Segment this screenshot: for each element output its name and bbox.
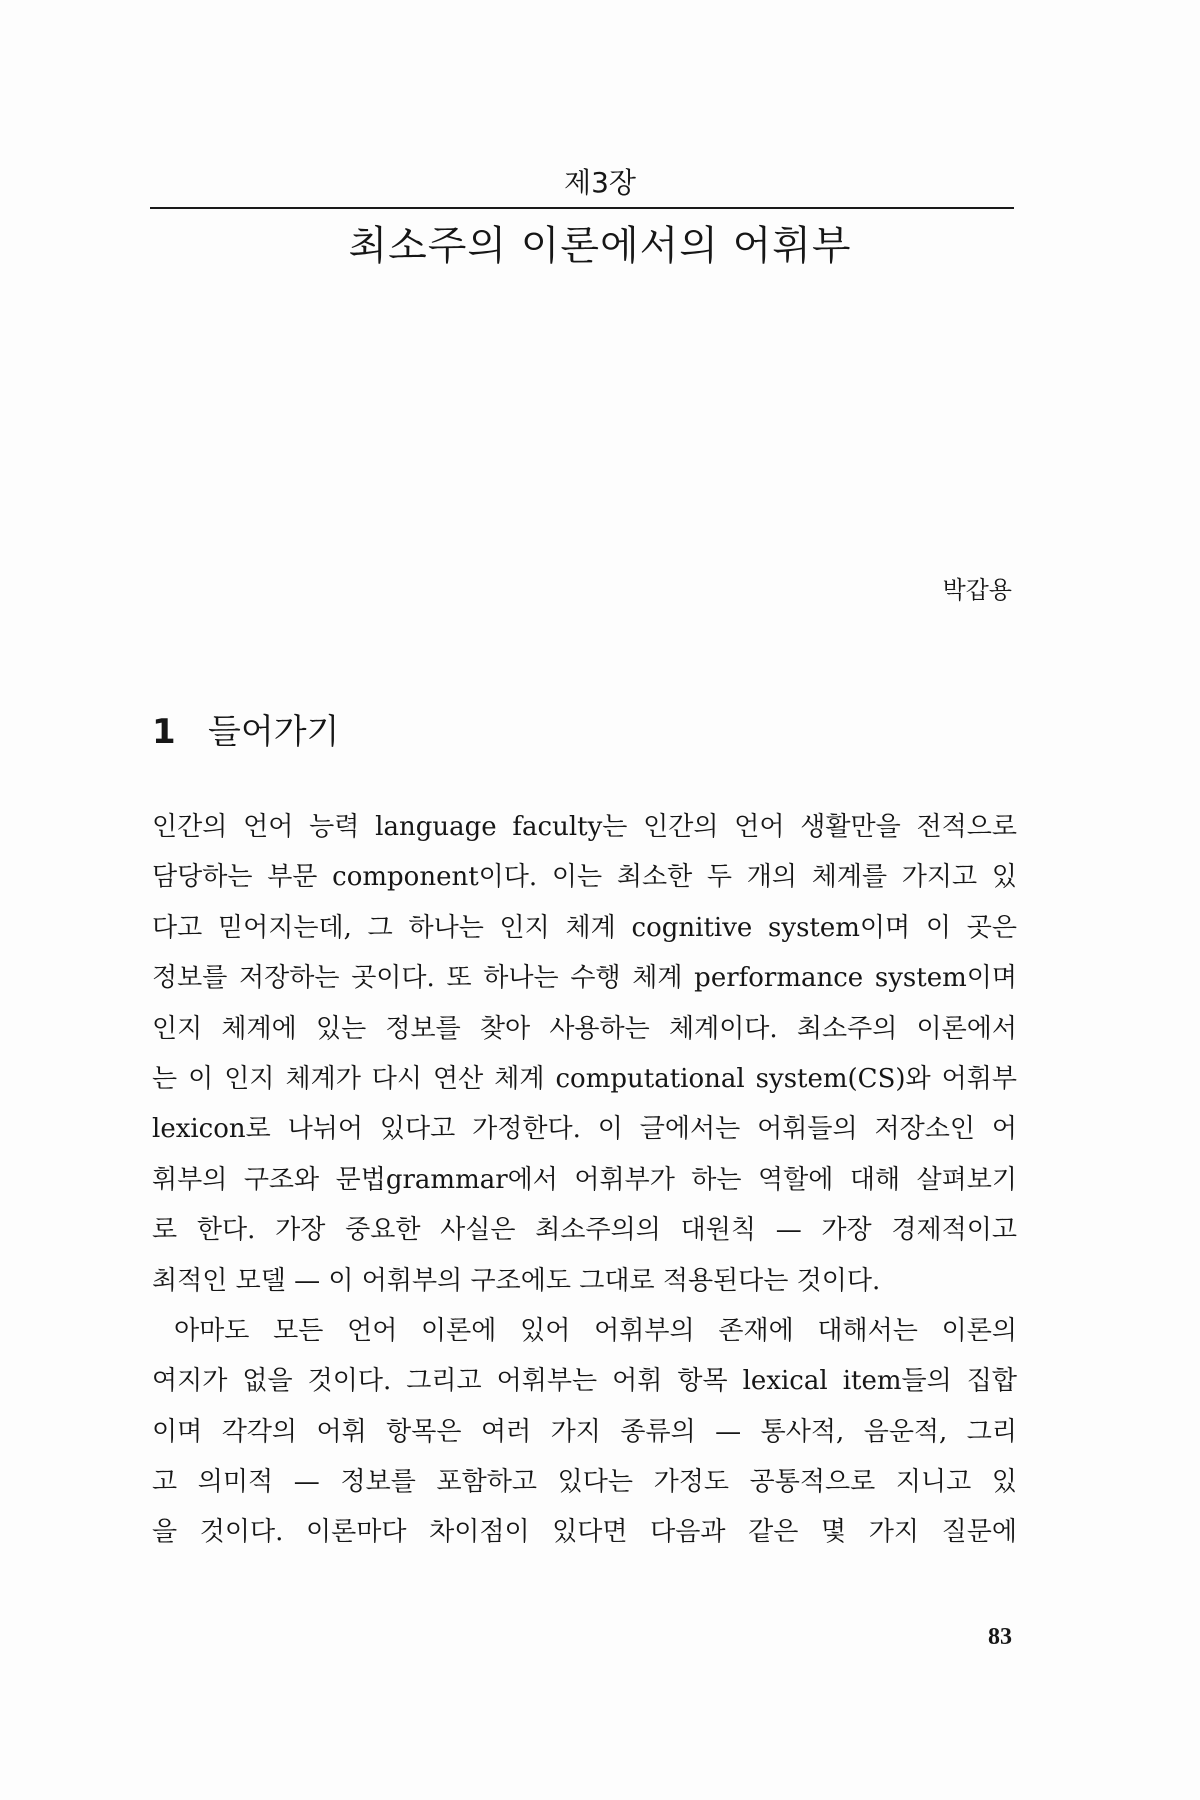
paragraph-1: [152, 802, 1017, 1306]
text-line: 담당하는 부문 component이다. 이는 최소한 두 개의 체계를 가지고 있: [152, 862, 1017, 893]
chapter-divider: [150, 207, 1014, 209]
section-number: 1: [152, 712, 176, 752]
text-line: 아마도 모든 언어 이론에 있어 어휘부의 존재에 대해서는 이론의: [174, 1315, 1017, 1346]
text-line: 로 한다. 가장 중요한 사실은 최소주의의 대원칙 — 가장 경제적이고: [152, 1215, 1017, 1246]
text-line: 인간의 언어 능력 language faculty는 인간의 언어 생활만을 전적으로: [152, 812, 1017, 842]
section-title: 들어가기: [208, 712, 340, 752]
section-heading: [152, 710, 339, 754]
text-line: 고 의미적 — 정보를 포함하고 있다는 가정도 공통적으로 지니고 있: [152, 1467, 1017, 1498]
paragraph-2: [152, 1306, 1017, 1558]
text-line: 인지 체계에 있는 정보를 찾아 사용하는 체계이다. 최소주의 이론에서: [152, 1013, 1017, 1044]
text-line: 는 이 인지 체계가 다시 연산 체계 computational system(CS)와 어휘부: [152, 1063, 1017, 1094]
text-line: 최적인 모델 — 이 어휘부의 구조에도 그대로 적용된다는 것이다.: [152, 1265, 881, 1296]
chapter-label: 제3장: [564, 166, 636, 199]
author-name: 박갑용: [942, 576, 1012, 604]
text-line: 여지가 없을 것이다. 그리고 어휘부는 어휘 항목 lexical item들의 집합: [152, 1366, 1017, 1397]
body-text: [152, 802, 1017, 1558]
text-line: 다고 믿어지는데, 그 하나는 인지 체계 cognitive system이며 이 곳은: [152, 912, 1017, 943]
text-line: 휘부의 구조와 문법grammar에서 어휘부가 하는 역할에 대해 살펴보기: [152, 1164, 1017, 1195]
text-line: 을 것이다. 이론마다 차이점이 있다면 다음과 같은 몇 가지 질문에: [152, 1517, 1017, 1548]
page-number: 83: [988, 1624, 1012, 1650]
text-line: 정보를 저장하는 곳이다. 또 하나는 수행 체계 performance system이며: [152, 963, 1017, 994]
text-line: 이며 각각의 어휘 항목은 여러 가지 종류의 — 통사적, 음운적, 그리: [152, 1416, 1017, 1447]
text-line: lexicon로 나뉘어 있다고 가정한다. 이 글에서는 어휘들의 저장소인 어: [152, 1114, 1017, 1145]
chapter-title: 최소주의 이론에서의 어휘부: [348, 223, 852, 269]
